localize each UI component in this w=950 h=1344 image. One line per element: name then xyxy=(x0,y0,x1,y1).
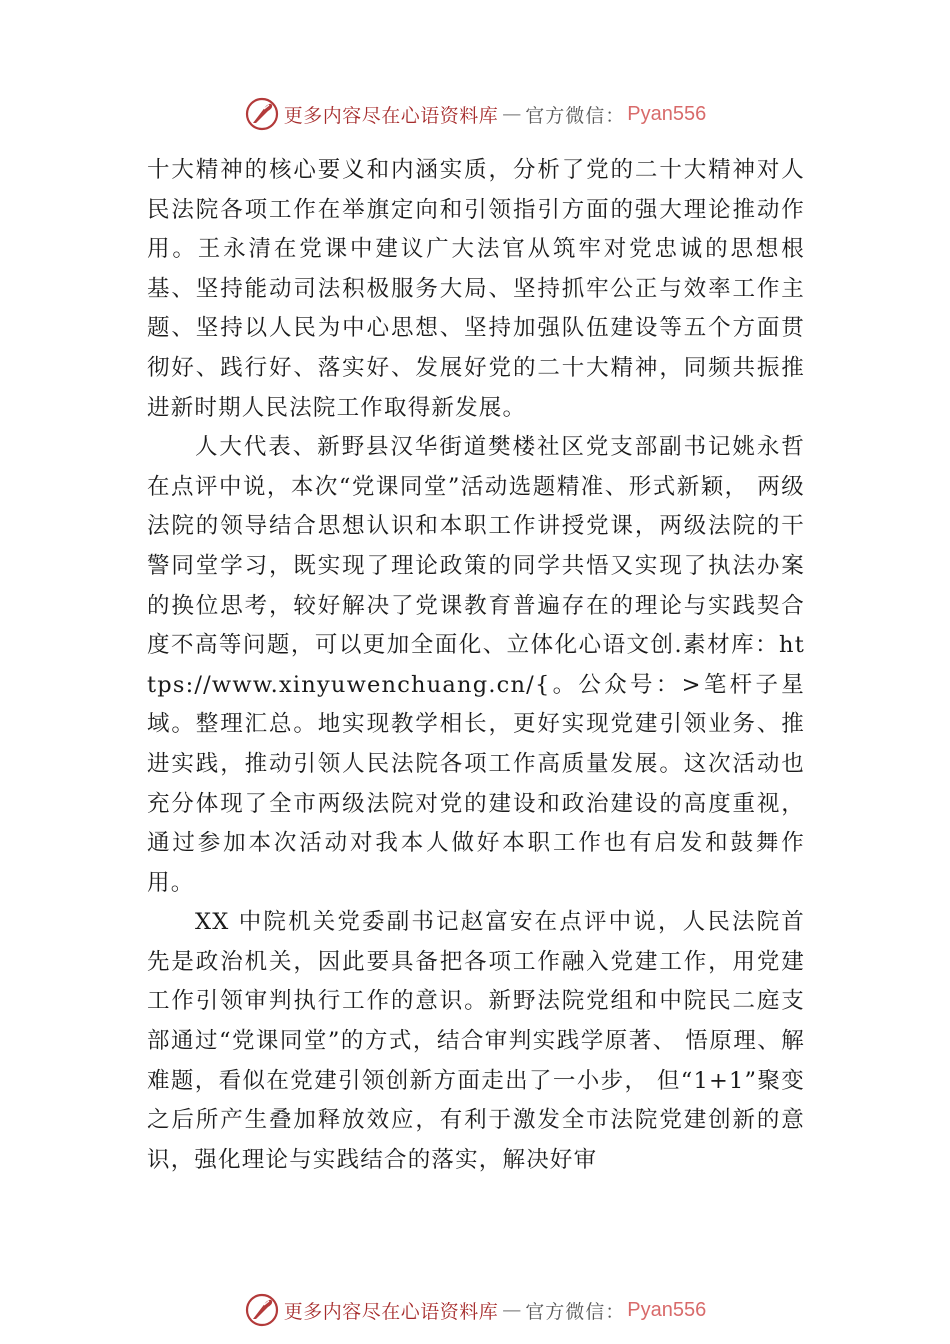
document-body xyxy=(147,151,805,1180)
footer-dash: — xyxy=(502,1299,522,1321)
header-wechat-id: Pyan556 xyxy=(627,102,707,125)
header-subtitle: 官方微信： xyxy=(525,104,626,127)
paragraph-2: 人大代表、新野县汉华街道樊楼社区党支部副书记姚永哲在点评中说，本次“党课同堂”活动选题精准、形式新颖， 两级法院的领导结合思想认识和本职工作讲授党课，两级法院的干警同堂学习，既实现了理论政策的同学共悟又实现了执法办案的换位思考，较好解决了党课教育普遍存在的理论与实践契合度不高等问题，可以更加全面化、立体化心语文创.素材库：https://www.xinyuwenchuang.cn/{。公众号：>笔杆子星域。整理汇总。地实现教学相长，更好实现党建引领业务、推进实践，推动引领人民法院各项工作高质量发展。这次活动也充分体现了全市两级法院对党的建设和政治建设的高度重视，通过参加本次活动对我本人做好本职工作也有启发和鼓舞作用。 xyxy=(147,434,805,896)
quill-pen-logo-icon xyxy=(244,1292,280,1328)
paragraph-1: 十大精神的核心要义和内涵实质，分析了党的二十大精神对人民法院各项工作在举旗定向和引领指引方面的强大理论推动作用。王永清在党课中建议广大法官从筑牢对党忠诚的思想根基、坚持能动司法积极服务大局、坚持抓牢公正与效率工作主题、坚持以人民为中心思想、坚持加强队伍建设等五个方面贯彻好、践行好、落实好、发展好党的二十大精神，同频共振推进新时期人民法院工作取得新发展。 xyxy=(147,157,805,421)
footer-banner xyxy=(0,1290,950,1330)
header-brand: 更多内容尽在心语资料库 xyxy=(283,104,499,127)
footer-brand: 更多内容尽在心语资料库 xyxy=(283,1300,499,1323)
header-dash: — xyxy=(502,103,522,125)
header-banner xyxy=(0,94,950,134)
footer-subtitle: 官方微信： xyxy=(525,1300,626,1323)
footer-wechat-id: Pyan556 xyxy=(627,1298,707,1321)
paragraph-3: XX 中院机关党委副书记赵富安在点评中说，人民法院首先是政治机关，因此要具备把各项工作融入党建工作，用党建工作引领审判执行工作的意识。新野法院党组和中院民二庭支部通过“党课同堂”的方式，结合审判实践学原著、 悟原理、解难题，看似在党建引领创新方面走出了一小步， 但“1+1”聚变之后所产生叠加释放效应，有利于激发全市法院党建创新的意识，强化理论与实践结合的落实，解决好审 xyxy=(147,909,805,1173)
quill-pen-logo-icon xyxy=(244,96,280,132)
